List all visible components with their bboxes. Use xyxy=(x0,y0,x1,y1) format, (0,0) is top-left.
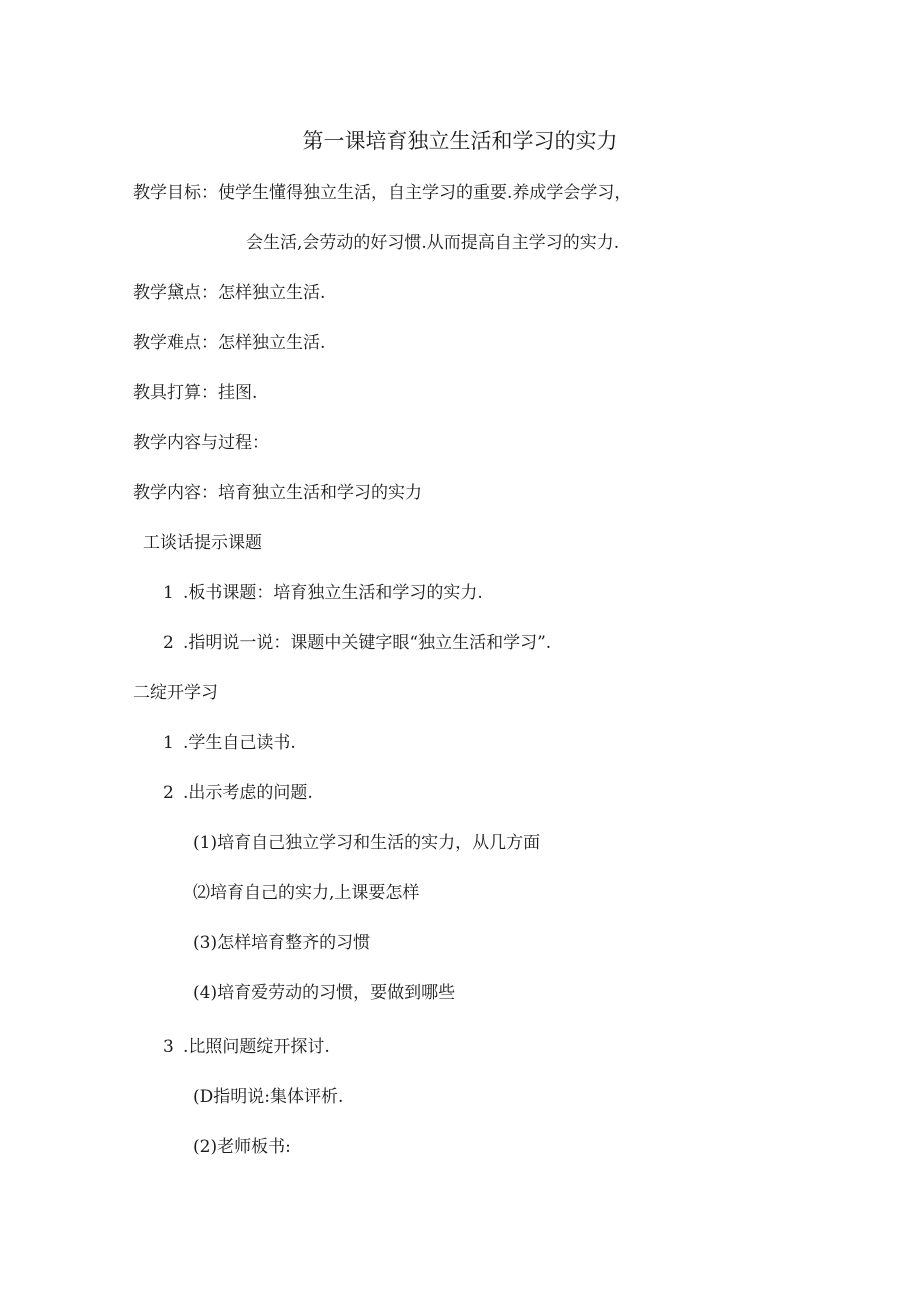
question-1: (1)培育自己独立学习和生活的实力，从几方面 xyxy=(193,833,541,853)
section-2-item-2 xyxy=(163,780,313,806)
item-text: .板书课题：培育独立生活和学习的实力. xyxy=(183,583,483,603)
section-1-heading: 工谈话提示课题 xyxy=(143,533,262,553)
item-number: 3 xyxy=(163,1037,174,1057)
item-text: .比照问题绽开探讨. xyxy=(183,1037,330,1057)
teaching-goal-text: 使学生懂得独立生活，自主学习的重要.养成学会学习， xyxy=(218,183,632,203)
item-text: .出示考虑的问题. xyxy=(183,783,313,803)
section-2-item-1 xyxy=(163,730,296,756)
teaching-aids: 教具打算：挂图. xyxy=(133,383,258,403)
teaching-difficulty: 教学难点：怎样独立生活. xyxy=(133,333,326,353)
item-text: .指明说一说：课题中关键字眼“独立生活和学习”. xyxy=(183,633,552,653)
teaching-focus: 教学黛点：怎样独立生活. xyxy=(133,283,326,303)
item-number: 2 xyxy=(163,633,174,653)
teaching-goal-label: 教学目标： xyxy=(133,183,218,203)
question-4: (4)培育爱劳动的习惯，要做到哪些 xyxy=(193,983,456,1003)
section-1-item-1 xyxy=(163,580,483,606)
teaching-goal-line-2: 会生活,会劳动的好习惯.从而提高自主学习的实力. xyxy=(246,233,620,253)
process-heading: 教学内容与过程： xyxy=(133,433,269,453)
item-number: 1 xyxy=(163,583,174,603)
subitem-1: (D指明说:集体评析. xyxy=(193,1087,344,1107)
item-text: .学生自己读书. xyxy=(183,733,296,753)
teaching-content: 教学内容：培育独立生活和学习的实力 xyxy=(133,483,422,503)
document-title: 第一课培育独立生活和学习的实力 xyxy=(302,129,618,153)
section-2-item-3 xyxy=(163,1034,330,1060)
question-3: (3)怎样培育整齐的习惯 xyxy=(193,933,371,953)
subitem-2: (2)老师板书: xyxy=(193,1137,291,1157)
item-number: 1 xyxy=(163,733,174,753)
section-1-item-2 xyxy=(163,630,551,656)
section-2-heading: 二绽开学习 xyxy=(133,683,218,703)
question-2: ⑵培育自己的实力,上课要怎样 xyxy=(193,883,420,903)
teaching-goal-line-1 xyxy=(133,180,631,206)
item-number: 2 xyxy=(163,783,174,803)
